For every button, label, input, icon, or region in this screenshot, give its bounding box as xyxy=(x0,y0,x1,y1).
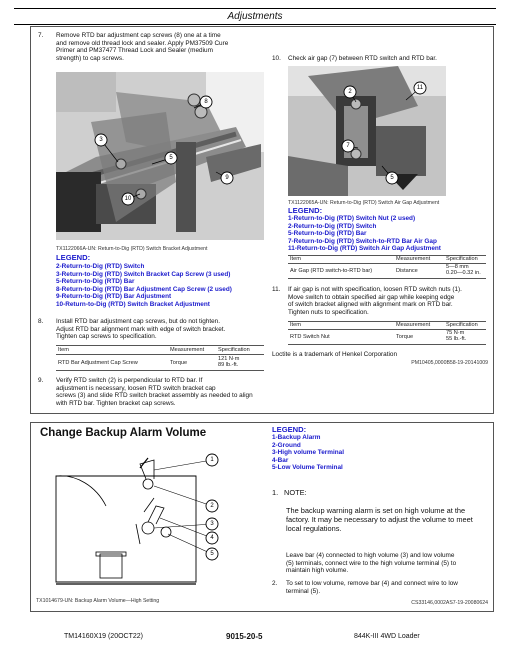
rtd-air-gap-photo xyxy=(288,66,446,196)
step-7-line: Primer and PM37477 Thread Lock and Sealer (medium xyxy=(56,47,213,55)
step-10-text: Check air gap (7) between RTD switch and RTD bar. xyxy=(288,55,437,62)
footer-center: 9015-20-5 xyxy=(226,632,263,641)
spec3-value-imperial: 55 lb.-ft. xyxy=(446,336,467,342)
step-7-line: Remove RTD bar adjustment cap screws (8) one at a time xyxy=(56,32,221,39)
step-7-number: 7. xyxy=(38,32,44,39)
spec3-item: RTD Switch Nut xyxy=(290,334,330,340)
step-8-line: Adjust RTD bar alignment mark with edge of switch bracket. xyxy=(56,325,226,333)
step-11-text xyxy=(288,286,488,316)
legend2-list xyxy=(288,215,488,253)
step-9-number: 9. xyxy=(38,377,44,384)
alarm-step-2-text xyxy=(286,580,490,595)
step-9-line: Verify RTD switch (2) is perpendicular to RTD bar. If xyxy=(56,377,203,384)
spec2-value-metric: 5—8 mm xyxy=(446,264,469,270)
legend2-title: LEGEND: xyxy=(288,206,323,215)
rtd-bracket-illustration xyxy=(56,72,264,240)
step-10-number: 10. xyxy=(272,55,281,62)
spec3-bottom-rule xyxy=(288,344,486,345)
page-header-title: Adjustments xyxy=(227,11,283,22)
photo2-caption: TX1122065A-UN: Return-to-Dig (RTD) Switch Air Gap Adjustment xyxy=(288,200,440,206)
step-9-text xyxy=(56,377,268,407)
spec1-value-imperial: 89 lb.-ft. xyxy=(218,362,239,368)
note-line: The backup warning alarm is set on high volume at the xyxy=(286,506,466,515)
paragraph-line: maintain high volume. xyxy=(286,567,349,575)
photo1-caption: TX1122066A-UN: Return-to-Dig (RTD) Switch Bracket Adjustment xyxy=(56,246,208,252)
step-2-line: terminal (5). xyxy=(286,587,321,595)
header-rule xyxy=(14,24,496,25)
step-8-line: Tighten cap screws to specification. xyxy=(56,333,157,341)
photo1-callout-5: 5 xyxy=(169,155,173,161)
step-8-text xyxy=(56,318,264,341)
step-11-number: 11. xyxy=(272,286,281,293)
photo2-callout-7: 7 xyxy=(346,143,350,149)
alarm-step-2-number: 2. xyxy=(272,580,278,587)
footer-left: TM14160X19 (20OCT22) xyxy=(64,633,143,640)
legend1-item: 9-Return-to-Dig (RTD) Bar Adjustment xyxy=(56,293,172,301)
step-9-line: with RTD bar. Tighten bracket cap screws. xyxy=(56,399,176,407)
paragraph-line: Leave bar (4) connected to high volume (3) and low volume xyxy=(286,552,455,559)
photo2-callout-2: 2 xyxy=(348,89,352,95)
photo1-callout-9: 9 xyxy=(225,175,229,181)
spec1-top-rule xyxy=(56,345,264,346)
step-8-line: Install RTD bar adjustment cap screws, but do not tighten. xyxy=(56,318,220,325)
trademark-note: Loctite is a trademark of Henkel Corporation xyxy=(272,351,398,358)
paragraph-line: (5) terminals, connect wire to the high volume terminal (5) to xyxy=(286,559,457,567)
spec1-header-rule xyxy=(56,354,264,355)
step-11-line: Move switch to obtain specified air gap while keeping edge xyxy=(288,293,455,301)
spec2-header-measurement: Measurement xyxy=(396,256,431,262)
step-7-text xyxy=(56,32,264,62)
legend1-item: 8-Return-to-Dig (RTD) Bar Adjustment Cap Screw (2 used) xyxy=(56,285,232,293)
legend1-item: 5-Return-to-Dig (RTD) Bar xyxy=(56,278,135,286)
spec2-bottom-rule xyxy=(288,278,486,279)
rtd-air-gap-illustration xyxy=(288,66,446,196)
alarm-step-1-number: 1. xyxy=(272,488,279,497)
legend2-item: 7-Return-to-Dig (RTD) Switch-to-RTD Bar Air Gap xyxy=(288,237,437,245)
spec1-measurement: Torque xyxy=(170,360,188,366)
legend1-title: LEGEND: xyxy=(56,253,91,262)
diagram-callout-2: 2 xyxy=(210,503,214,509)
photo1-callout-3: 3 xyxy=(99,137,103,143)
legend1-item: 10-Return-to-Dig (RTD) Switch Bracket Adjustment xyxy=(56,300,210,308)
reference-code-1: PM10405,0000B58-19-20141009 xyxy=(411,360,488,366)
photo2-callout-11: 11 xyxy=(416,85,424,91)
note-line: factory. It may be necessary to adjust the volume to meet xyxy=(286,515,473,524)
diagram-callout-5: 5 xyxy=(210,551,214,557)
section-title: Change Backup Alarm Volume xyxy=(40,427,207,439)
legend1-item: 2-Return-to-Dig (RTD) Switch xyxy=(56,263,145,270)
legend3-item: 2-Ground xyxy=(272,441,301,449)
backup-alarm-drawing xyxy=(36,446,236,594)
spec3-measurement: Torque xyxy=(396,334,414,340)
photo2-callout-5: 5 xyxy=(390,175,394,181)
legend3-item: 4-Bar xyxy=(272,456,289,464)
legend2-item: 2-Return-to-Dig (RTD) Switch xyxy=(288,222,377,230)
footer-right: 844K-III 4WD Loader xyxy=(354,633,420,640)
spec1-header-measurement: Measurement xyxy=(170,347,205,353)
photo1-callout-10: 10 xyxy=(124,196,132,202)
spec2-measurement: Distance xyxy=(396,268,418,274)
spec1-header-specification: Specification xyxy=(218,347,250,353)
step-9-line: adjustment is necessary, loosen RTD switch bracket cap xyxy=(56,384,216,392)
legend2-item: 5-Return-to-Dig (RTD) Bar xyxy=(288,230,367,238)
spec3-header-measurement: Measurement xyxy=(396,322,431,328)
photo1-callout-8: 8 xyxy=(204,99,208,105)
spec2-header-specification: Specification xyxy=(446,256,478,262)
legend3-item: 5-Low Volume Terminal xyxy=(272,464,343,472)
spec1-value-metric: 121 N·m xyxy=(218,356,240,362)
backup-alarm-diagram xyxy=(36,446,236,594)
diagram-callout-4: 4 xyxy=(210,535,214,541)
step-11-line: Tighten nuts to specification. xyxy=(288,308,369,316)
step-11-line: of switch bracket aligned with alignment mark on RTD bar. xyxy=(288,301,453,309)
alarm-paragraph xyxy=(286,552,490,575)
spec1-item: RTD Bar Adjustment Cap Screw xyxy=(58,360,138,366)
alarm-note-text xyxy=(286,506,490,533)
spec1-bottom-rule xyxy=(56,370,264,371)
spec3-value-metric: 75 N·m xyxy=(446,330,465,336)
legend3-item: 3-High volume Terminal xyxy=(272,449,344,457)
legend3-title: LEGEND: xyxy=(272,425,307,434)
step-2-line: To set to low volume, remove bar (4) and connect wire to low xyxy=(286,580,458,587)
legend3-item: 1-Backup Alarm xyxy=(272,434,321,441)
legend1-item: 3-Return-to-Dig (RTD) Switch Bracket Cap Screw (3 used) xyxy=(56,270,231,278)
step-7-line: and remove old thread lock and sealer. Apply PM37509 Cure xyxy=(56,39,229,47)
diagram-callout-1: 1 xyxy=(210,457,214,463)
rtd-bracket-photo xyxy=(56,72,264,240)
alarm-step-1-note-label: NOTE: xyxy=(284,488,307,497)
spec3-header-item: Item xyxy=(290,322,301,328)
diagram-caption: TX1014679-UN: Backup Alarm Volume—High Setting xyxy=(36,598,160,604)
step-8-number: 8. xyxy=(38,318,44,325)
spec2-item: Air Gap (RTD switch-to-RTD bar) xyxy=(290,268,373,274)
spec2-header-item: Item xyxy=(290,256,301,262)
reference-code-2: CS33146,0002AS7-19-20080624 xyxy=(411,600,488,606)
legend3-list xyxy=(272,434,482,472)
spec2-value-imperial: 0.20—0.32 in. xyxy=(446,270,481,276)
diagram-callout-3: 3 xyxy=(210,521,214,527)
legend2-item: 1-Return-to-Dig (RTD) Switch Nut (2 used) xyxy=(288,215,416,222)
spec3-header-specification: Specification xyxy=(446,322,478,328)
step-9-line: screws (3) and slide RTD switch bracket assembly as needed to align xyxy=(56,392,253,400)
legend2-item: 11-Return-to-Dig (RTD) Switch Air Gap Adjustment xyxy=(288,245,441,253)
step-11-line: If air gap is not with specification, loosen RTD switch nuts (1). xyxy=(288,286,462,293)
note-line: local regulations. xyxy=(286,524,342,533)
legend1-list xyxy=(56,263,268,309)
header-top-rule xyxy=(14,8,496,9)
step-7-line: strength) to cap screws. xyxy=(56,54,124,62)
spec1-header-item: Item xyxy=(58,347,69,353)
